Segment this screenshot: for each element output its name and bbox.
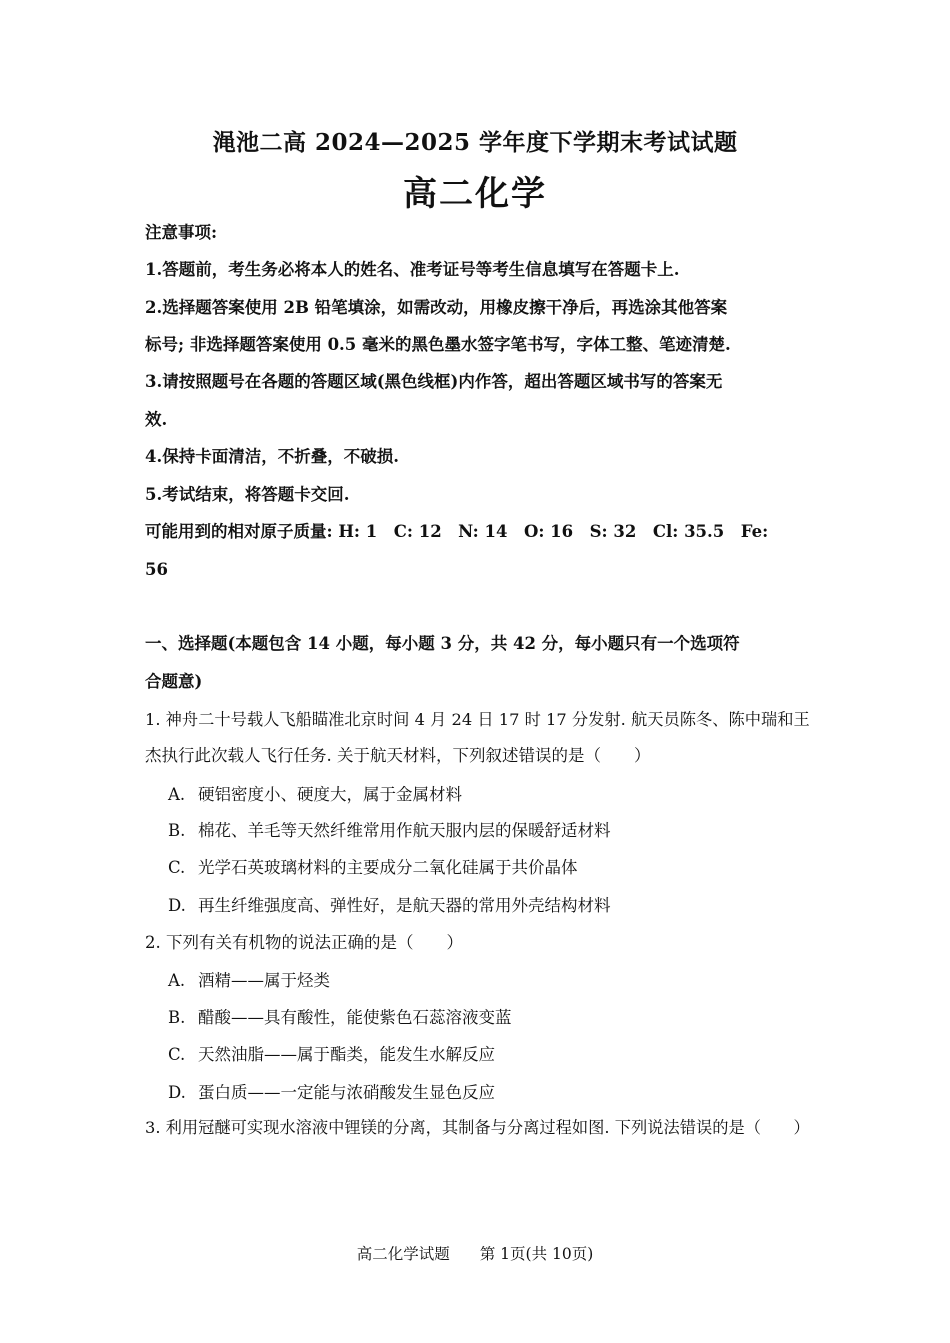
atomic-mass-line: 可能用到的相对原子质量: H: 1 C: 12 N: 14 O: 16 S: 32 Cl: 35.5 Fe: [145,522,769,541]
atomic-mass-line: 56 [145,560,168,579]
option-letter: C. [168,858,186,877]
question-stem: 1. 神舟二十号载人飞船瞄准北京时间 4 月 24 日 17 时 17 分发射. 航天员陈冬、陈中瑞和王 [145,710,810,729]
option-letter: B. [168,821,186,840]
option-text: 光学石英玻璃材料的主要成分二氧化硅属于共价晶体 [198,858,578,877]
option [168,1007,808,1029]
option-text: 酒精——属于烃类 [198,971,330,990]
option [168,970,808,992]
notice-line: 3.请按照题号在各题的答题区域(黑色线框)内作答，超出答题区域书写的答案无 [145,372,723,391]
option [168,1082,808,1104]
option-text: 再生纤维强度高、弹性好，是航天器的常用外壳结构材料 [198,896,611,915]
option-letter: C. [168,1045,186,1064]
section-heading: 一、选择题(本题包含 14 小题，每小题 3 分，共 42 分，每小题只有一个选项符 [145,634,740,653]
footer-exam-name: 高二化学试题 [356,1245,450,1263]
option-letter: A. [168,971,186,990]
option [168,784,808,806]
option [168,820,808,842]
notice-line: 标号; 非选择题答案使用 0.5 毫米的黑色墨水签字笔书写，字体工整、笔迹清楚. [145,335,731,354]
notice-line: 2.选择题答案使用 2B 铅笔填涂，如需改动，用橡皮擦干净后，再选涂其他答案 [145,298,728,317]
question-stem: 2. 下列有关有机物的说法正确的是（ ） [145,933,463,952]
exam-title: 渑池二高 2024—2025 学年度下学期末考试试题 [212,129,738,156]
notice-heading: 注意事项: [145,223,218,242]
option-letter: D. [168,896,186,915]
question-stem: 杰执行此次载人飞行任务. 关于航天材料，下列叙述错误的是（ ） [145,746,651,765]
option [168,1044,808,1066]
option [168,895,808,917]
notice-line: 5.考试结束，将答题卡交回. [145,485,350,504]
option-letter: B. [168,1008,186,1027]
option-text: 蛋白质——一定能与浓硝酸发生显色反应 [198,1083,495,1102]
option [168,857,808,879]
notice-line: 1.答题前，考生务必将本人的姓名、准考证号等考生信息填写在答题卡上. [145,260,680,279]
page-footer [0,1242,950,1264]
option-letter: D. [168,1083,186,1102]
option-letter: A. [168,785,186,804]
notice-line: 效. [145,410,168,429]
option-text: 硬铝密度小、硬度大，属于金属材料 [198,785,462,804]
option-text: 醋酸——具有酸性，能使紫色石蕊溶液变蓝 [198,1008,512,1027]
section-heading: 合题意) [145,672,203,691]
option-text: 棉花、羊毛等天然纤维常用作航天服内层的保暖舒适材料 [198,821,611,840]
footer-page-number: 第 1页(共 10页) [479,1245,594,1263]
notice-line: 4.保持卡面清洁，不折叠，不破损. [145,447,399,466]
exam-subject: 高二化学 [403,174,547,214]
question-stem: 3. 利用冠醚可实现水溶液中锂镁的分离，其制备与分离过程如图. 下列说法错误的是（ ） [145,1118,810,1137]
option-text: 天然油脂——属于酯类，能发生水解反应 [198,1045,495,1064]
